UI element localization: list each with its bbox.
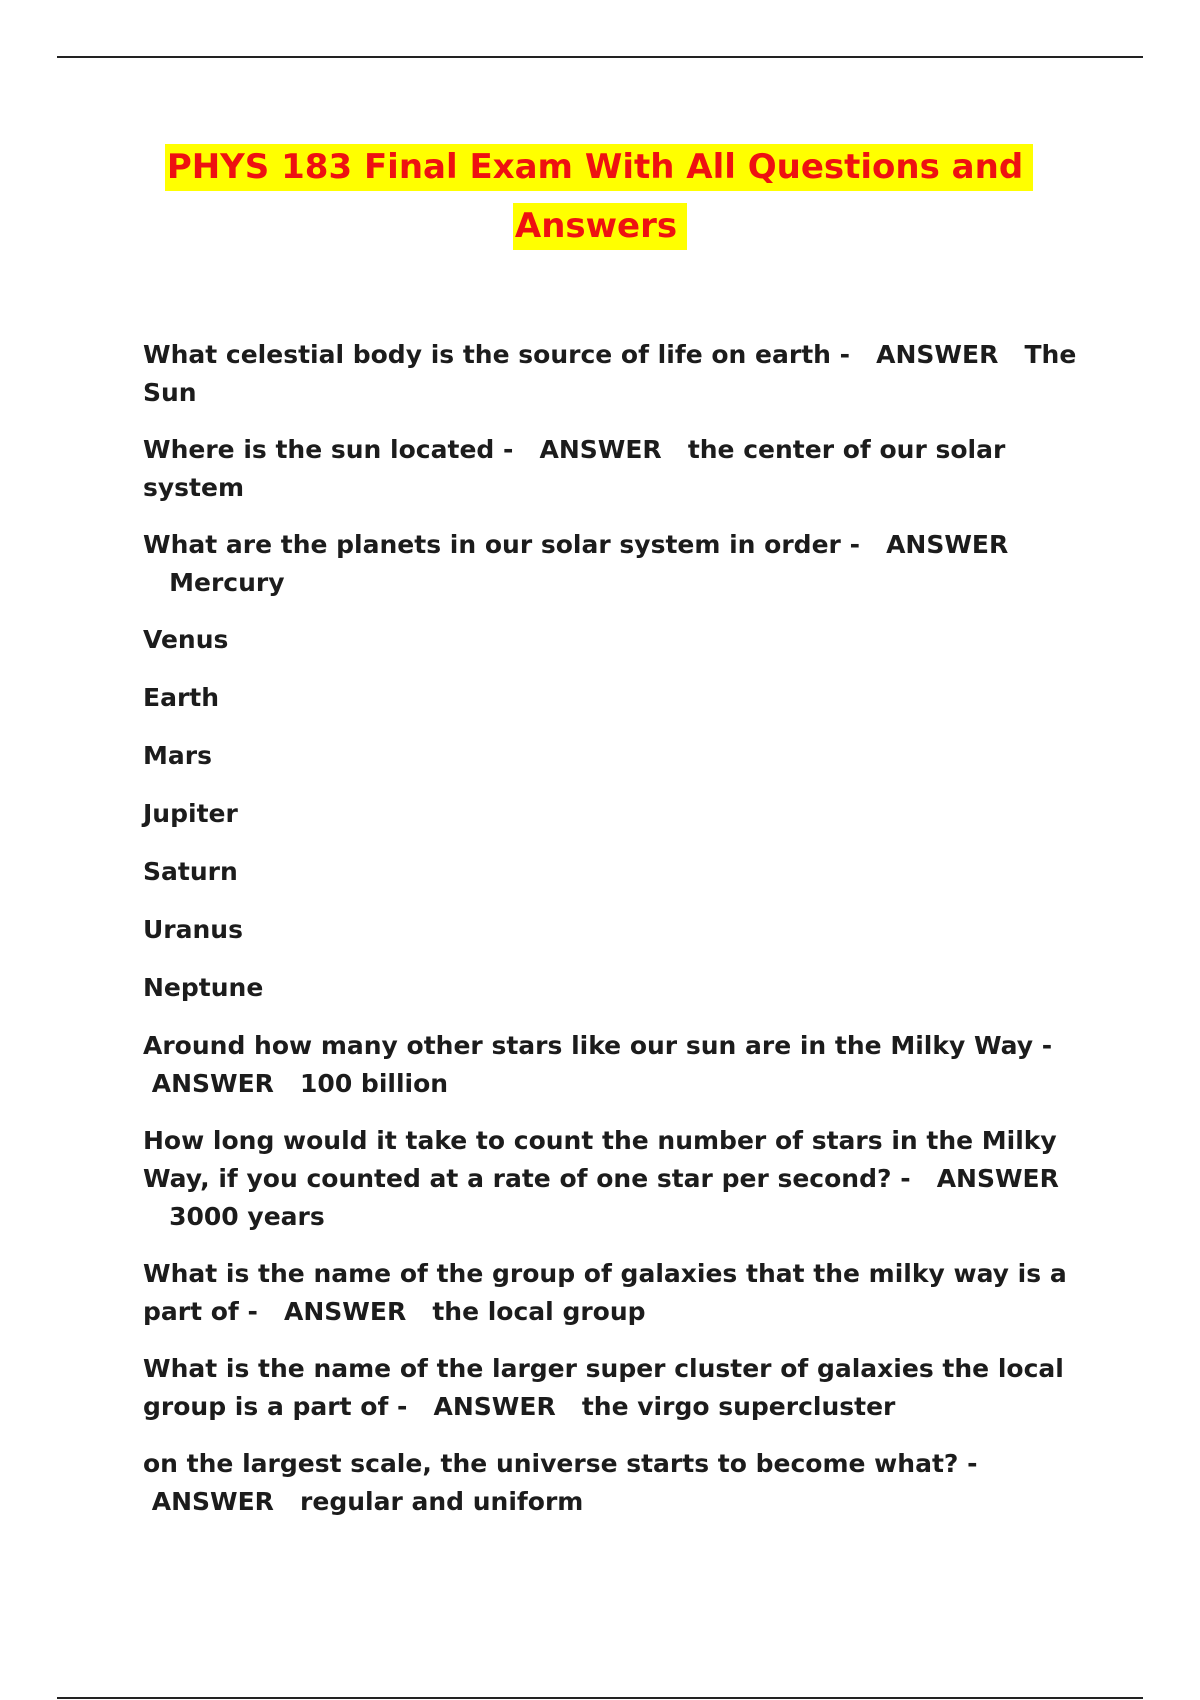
question-text: What is the name of the larger super cluster of galaxies the local group is a part of - (143, 1354, 1064, 1421)
qa-item (143, 526, 1093, 602)
page-title-text: PHYS 183 Final Exam With All Questions and Answers (165, 144, 1033, 250)
qa-item (143, 336, 1093, 412)
qa-item (143, 1350, 1093, 1426)
bottom-rule (57, 1697, 1143, 1699)
top-rule (57, 56, 1143, 58)
answer-label: ANSWER (151, 1069, 274, 1098)
answer-label: ANSWER (433, 1392, 556, 1421)
answer-text: The Sun (143, 340, 1077, 407)
answer-text: the virgo supercluster (581, 1392, 896, 1421)
question-text: Around how many other stars like our sun are in the Milky Way - (143, 1031, 1053, 1060)
question-text: What is the name of the group of galaxies that the milky way is a part of - (143, 1259, 1067, 1326)
answer-text: the local group (432, 1297, 646, 1326)
planet-line: Earth (143, 683, 220, 712)
qa-item (143, 1445, 1093, 1521)
planet-line: Saturn (143, 857, 238, 886)
answer-label: ANSWER (539, 435, 662, 464)
planet-line: Jupiter (143, 799, 238, 828)
answer-label: ANSWER (151, 1487, 274, 1516)
planet-line: Mars (143, 741, 212, 770)
answer-text: 100 billion (300, 1069, 449, 1098)
answer-text: regular and uniform (300, 1487, 584, 1516)
answer-label: ANSWER (936, 1164, 1059, 1193)
question-text: Where is the sun located - (143, 435, 514, 464)
page-title (80, 138, 1120, 256)
answer-label: ANSWER (876, 340, 999, 369)
planet-line: Venus (143, 625, 229, 654)
qa-item (143, 1122, 1093, 1236)
answer-text: 3000 years (169, 1202, 325, 1231)
answer-text: Mercury (169, 568, 285, 597)
qa-item (143, 1255, 1093, 1331)
qa-item (143, 1027, 1093, 1103)
qa-item (143, 431, 1093, 507)
planet-line: Neptune (143, 973, 264, 1002)
question-text: What are the planets in our solar system in order - (143, 530, 860, 559)
answer-label: ANSWER (886, 530, 1009, 559)
answer-label: ANSWER (284, 1297, 407, 1326)
planet-line: Uranus (143, 915, 243, 944)
answer-text: the center of our solar system (143, 435, 1006, 502)
question-text: What celestial body is the source of life on earth - (143, 340, 851, 369)
question-text: How long would it take to count the number of stars in the Milky Way, if you counted at a rate of one star per second? - (143, 1126, 1057, 1193)
qa-content (143, 336, 1093, 1540)
question-text: on the largest scale, the universe starts to become what? - (143, 1449, 978, 1478)
